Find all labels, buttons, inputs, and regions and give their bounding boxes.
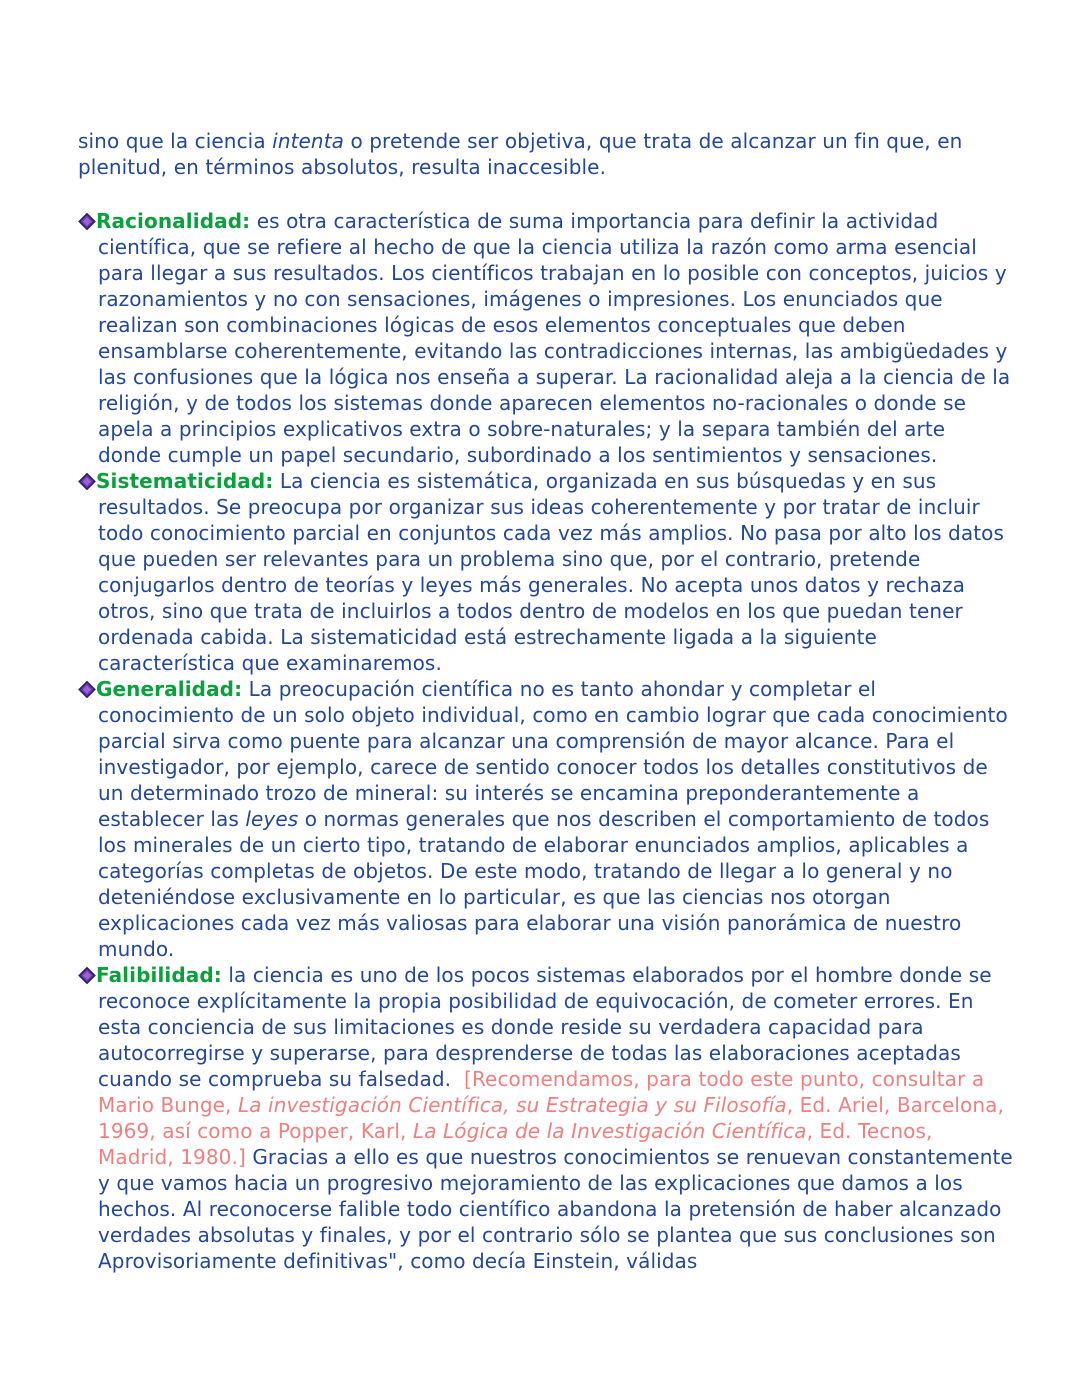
- bullet-text: [98, 963, 1019, 1273]
- bullet-label: Sistematicidad:: [96, 469, 274, 493]
- document-content: [78, 128, 1020, 1274]
- bullet-item-falibilidad: [78, 962, 1020, 1274]
- text-segment: [Recomendamos, para todo este punto, consultar a Mario Bunge,: [98, 1067, 991, 1117]
- text-segment: o pretende ser objetiva, que trata de alcanzar un fin que, en plenitud, en términos absolutos, resulta inaccesible.: [78, 129, 969, 179]
- text-segment: La Lógica de la Investigación Científica: [412, 1119, 807, 1143]
- text-segment: es otra característica de suma importancia para definir la actividad científica, que se refiere al hecho de que la ciencia utiliza la razón como arma esencial para llegar a sus resultados. Los científicos trabajan en lo posible con conceptos, juicios y razonamientos y no con sensaciones, imágenes o impresiones. Los enunciados que realizan son combinaciones lógicas de esos elementos conceptuales que deben ensamblarse coherentemente, evitando las contradicciones internas, las ambigüedades y las confusiones que la lógica nos enseña a superar. La racionalidad aleja a la ciencia de la religión, y de todos los sistemas donde aparecen elementos no-racionales o donde se apela a principios explicativos extra o sobre-naturales; y la separa también del arte donde cumple un papel secundario, subordinado a los sentimientos y sensaciones.: [98, 209, 1017, 467]
- intro-paragraph: [78, 128, 1014, 180]
- text-segment: sino que la ciencia: [78, 129, 273, 153]
- bullet-item-racionalidad: [78, 208, 1017, 468]
- bullet-item-generalidad: [78, 676, 1014, 962]
- text-segment: La investigación Científica, su Estrategia y su Filosofía: [237, 1093, 787, 1117]
- text-segment: , Ed. Tecnos, Madrid, 1980.]: [98, 1119, 939, 1169]
- diamond-bullet-icon: [78, 964, 96, 981]
- bullet-item-sistematicidad: [78, 468, 1014, 676]
- bullet-label: Racionalidad:: [96, 209, 251, 233]
- diamond-bullet-icon: [78, 470, 96, 487]
- bullet-text: [98, 209, 1017, 467]
- text-segment: Gracias a ello es que nuestros conocimientos se renuevan constantemente y que vamos hacia un progresivo mejoramiento de las explicaciones que damos a los hechos. Al reconocerse falible todo científico abandona la pretensión de haber alcanzado verdades absolutas y finales, y por el contrario sólo se plantea que sus conclusiones son Aprovisoriamente definitivas", como decía Einstein, válidas: [98, 1145, 1020, 1273]
- text-segment: La ciencia es sistemática, organizada en sus búsquedas y en sus resultados. Se preocupa por organizar sus ideas coherentemente y por tratar de incluir todo conocimiento parcial en conjuntos cada vez más amplios. No pasa por alto los datos que pueden ser relevantes para un problema sino que, por el contrario, pretende conjugarlos dentro de teorías y leyes más generales. No acepta unos datos y rechaza otros, sino que trata de incluirlos a todos dentro de modelos en los que puedan tener ordenada cabida. La sistematicidad está estrechamente ligada a la siguiente característica que examinaremos.: [98, 469, 1011, 675]
- bullet-text: [98, 677, 1014, 961]
- bullet-list: [78, 208, 1020, 1274]
- text-segment: la ciencia es uno de los pocos sistemas elaborados por el hombre donde se reconoce explícitamente la propia posibilidad de equivocación, de cometer errores. En esta conciencia de sus limitaciones es donde reside su verdadera capacidad para autocorregirse y superarse, para desprenderse de todas las elaboraciones aceptadas cuando se comprueba su falsedad.: [98, 963, 999, 1091]
- text-segment: leyes: [245, 807, 299, 831]
- bullet-label: Falibilidad:: [96, 963, 222, 987]
- text-segment: intenta: [272, 129, 345, 153]
- diamond-bullet-icon: [78, 678, 96, 695]
- text-segment: o normas generales que nos describen el comportamiento de todos los minerales de un cierto tipo, tratando de elaborar enunciados amplios, aplicables a categorías completas de objetos. De este modo, tratando de llegar a lo general y no deteniéndose exclusivamente en lo particular, es que las ciencias nos otorgan explicaciones cada vez más valiosas para elaborar una visión panorámica de nuestro mundo.: [98, 807, 996, 961]
- bullet-label: Generalidad:: [96, 677, 243, 701]
- diamond-bullet-icon: [78, 210, 96, 227]
- text-segment: La preocupación científica no es tanto ahondar y completar el conocimiento de un solo objeto individual, como en cambio lograr que cada conocimiento parcial sirva como puente para alcanzar una comprensión de mayor alcance. Para el investigador, por ejemplo, carece de sentido conocer todos los detalles constitutivos de un determinado trozo de mineral: su interés se encamina preponderantemente a establecer las: [98, 677, 1015, 831]
- text-segment: , Ed. Ariel, Barcelona, 1969, así como a Popper, Karl,: [98, 1093, 1011, 1143]
- bullet-text: [98, 469, 1010, 675]
